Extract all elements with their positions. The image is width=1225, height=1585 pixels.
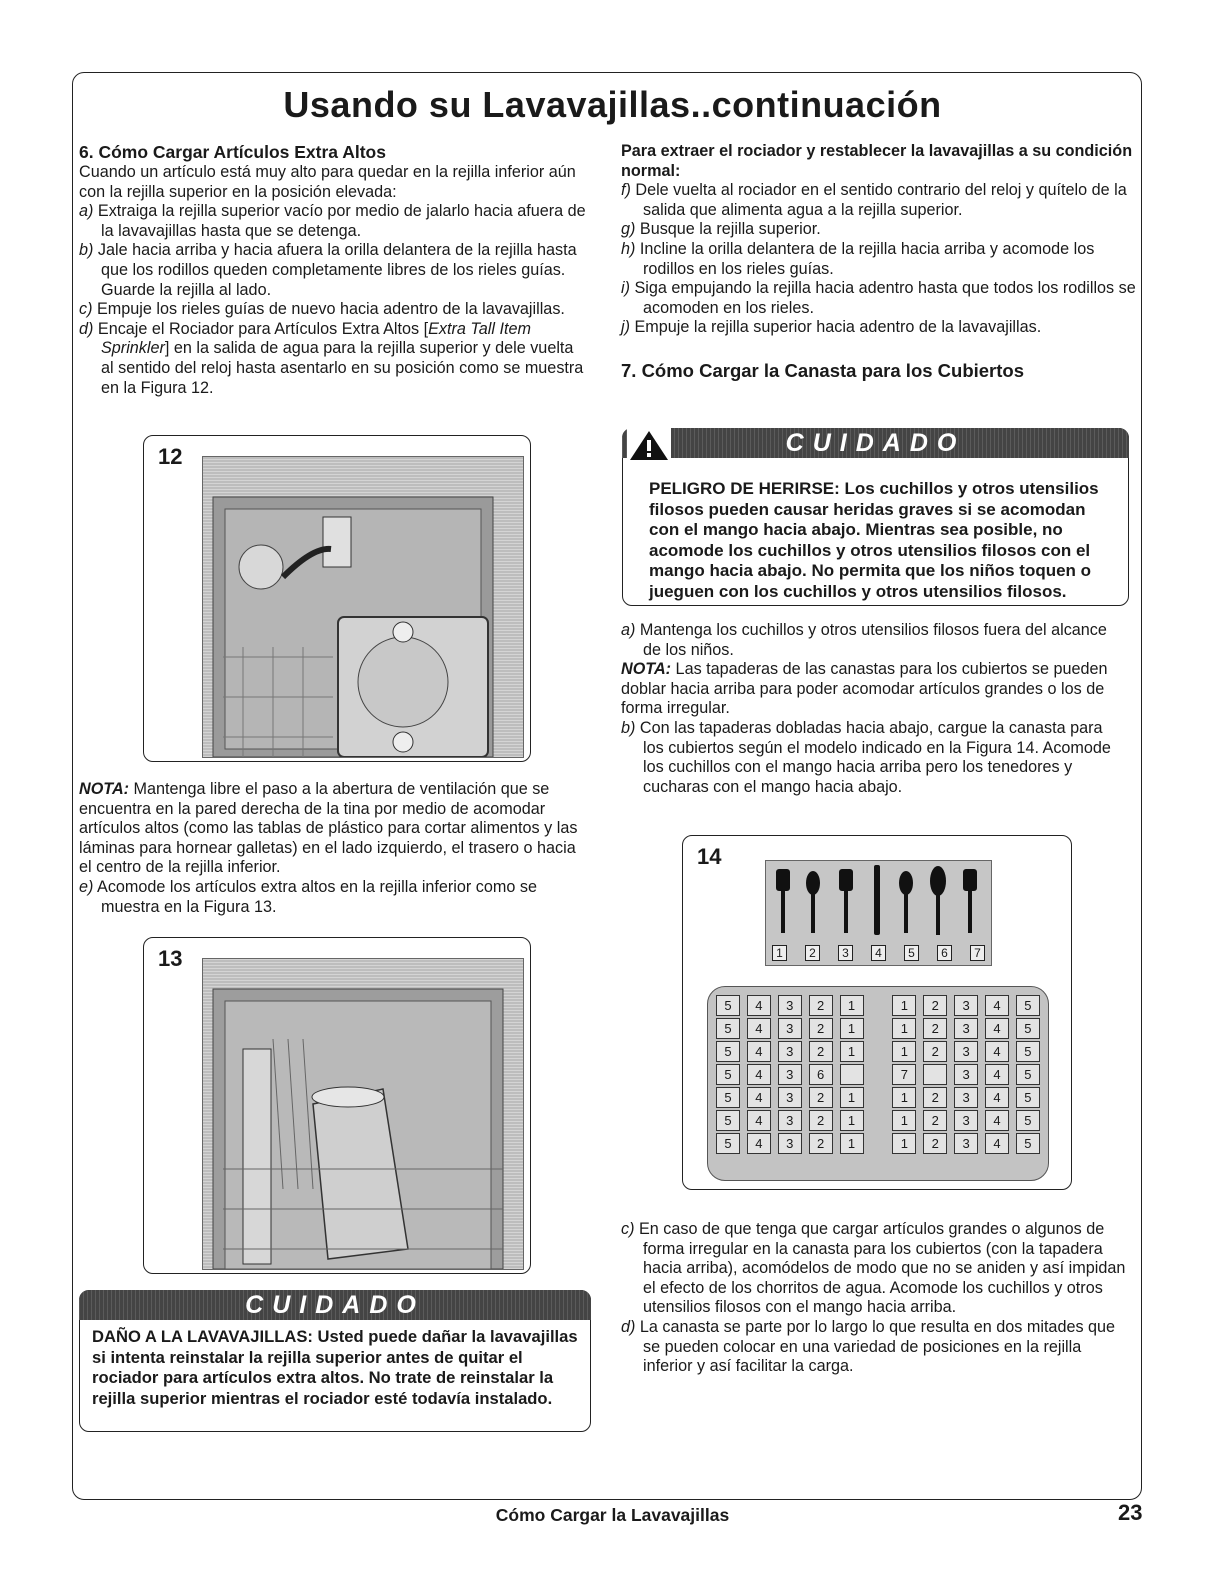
step-d-right: d) La canasta se parte por lo largo lo que resulta en dos mitades que se pueden colocar en una variedad de posiciones en la rejilla inferior y así facilitar la carga. bbox=[621, 1317, 1116, 1376]
basket-cell: 3 bbox=[954, 995, 978, 1016]
key-box: 6 bbox=[937, 945, 952, 961]
basket-cell: 2 bbox=[923, 1133, 947, 1154]
right-column bbox=[621, 142, 1136, 381]
step-h: h) Incline la orilla delantera de la rejilla hacia arriba y acomode los rodillos en los rieles guías. bbox=[621, 239, 1095, 278]
section-7-heading: 7. Cómo Cargar la Canasta para los Cubiertos bbox=[621, 359, 1025, 381]
basket-cell: 3 bbox=[954, 1018, 978, 1039]
basket-cell: 3 bbox=[954, 1041, 978, 1062]
basket-cell: 4 bbox=[985, 995, 1009, 1016]
utensil-silhouettes bbox=[766, 861, 991, 941]
basket-cell: 2 bbox=[923, 1110, 947, 1131]
basket-cell: 1 bbox=[892, 1110, 916, 1131]
key-box: 1 bbox=[772, 945, 787, 961]
basket-cell: 1 bbox=[840, 1087, 864, 1108]
basket-cell: 5 bbox=[1016, 1041, 1040, 1062]
figure-12-image bbox=[202, 456, 524, 758]
figure-13-number: 13 bbox=[158, 946, 183, 971]
caution-text: DAÑO A LA LAVAVAJILLAS: Usted puede dañar la lavavajillas si intenta reinstalar la rejilla superior antes de quitar el rociador para artículos extra altos. No trate de reinstalar la rejilla superior mientras el rociador esté todavía instalado. bbox=[92, 1327, 578, 1408]
step-a-right: a) Mantenga los cuchillos y otros utensilios filosos fuera del alcance de los niños. bbox=[621, 621, 1107, 659]
basket-row bbox=[716, 1064, 1040, 1085]
footer-label: Cómo Cargar la Lavavajillas bbox=[495, 1505, 730, 1525]
basket-cell: 5 bbox=[1016, 1110, 1040, 1131]
basket-cell: 4 bbox=[985, 1018, 1009, 1039]
step-b-right: b) Con las tapaderas dobladas hacia abajo, cargue la canasta para los cubiertos según el modelo indicado en la Figura 14. Acomode los cuchillos con el mango hacia arriba pero los tenedores y cucharas con el mango hacia abajo. bbox=[621, 718, 1111, 796]
basket-cell: 4 bbox=[985, 1133, 1009, 1154]
basket-cell: 3 bbox=[954, 1133, 978, 1154]
step-b: b) Jale hacia arriba y hacia afuera la orilla delantera de la rejilla hasta que los rodillos queden completamente libres de los rieles guías. Guarde la rejilla al lado. bbox=[79, 241, 577, 299]
basket-cell: 3 bbox=[954, 1064, 978, 1085]
basket-cell: 5 bbox=[716, 1018, 740, 1039]
restore-heading: Para extraer el rociador y restablecer la lavavajillas a su condición normal: bbox=[621, 142, 1133, 180]
basket-cell: 4 bbox=[747, 995, 771, 1016]
basket-cell bbox=[840, 1064, 864, 1085]
basket-cell: 1 bbox=[892, 1087, 916, 1108]
figure-14-number: 14 bbox=[697, 844, 722, 869]
basket-cell: 5 bbox=[1016, 995, 1040, 1016]
basket-cell: 1 bbox=[892, 1018, 916, 1039]
figure-14 bbox=[682, 835, 1072, 1190]
basket-row bbox=[716, 1041, 1040, 1062]
key-box: 2 bbox=[805, 945, 820, 961]
basket-cell: 1 bbox=[840, 1018, 864, 1039]
basket-cell: 5 bbox=[1016, 1064, 1040, 1085]
basket-cell: 3 bbox=[778, 1018, 802, 1039]
warning-triangle-icon bbox=[627, 427, 671, 463]
basket-cell: 4 bbox=[747, 1041, 771, 1062]
caution-box-dishwasher-damage bbox=[79, 1290, 591, 1432]
right-column-middle bbox=[621, 621, 1126, 797]
basket-cell: 5 bbox=[716, 1087, 740, 1108]
basket-row bbox=[716, 1133, 1040, 1154]
basket-cell: 3 bbox=[778, 995, 802, 1016]
basket-cell: 4 bbox=[747, 1018, 771, 1039]
basket-cell: 5 bbox=[716, 1041, 740, 1062]
basket-cell: 4 bbox=[985, 1064, 1009, 1085]
basket-cell: 5 bbox=[716, 1110, 740, 1131]
spacer bbox=[621, 338, 1136, 360]
nota-left: NOTA: Mantenga libre el paso a la abertura de ventilación que se encuentra en la pared derecha de la tina por medio de acomodar artículos altos (como las tablas de plástico para cortar alimentos y las láminas para hornear galletas) en el lado izquierdo, el trasero o hacia el centro de la rejilla inferior. bbox=[79, 780, 578, 877]
step-g: g) Busque la rejilla superior. bbox=[621, 220, 821, 239]
key-box: 7 bbox=[970, 945, 985, 961]
basket-cell: 6 bbox=[809, 1064, 833, 1085]
basket-cell: 2 bbox=[923, 995, 947, 1016]
basket-cell: 7 bbox=[892, 1064, 916, 1085]
basket-row bbox=[716, 995, 1040, 1016]
basket-cell: 1 bbox=[892, 1041, 916, 1062]
basket-cell: 5 bbox=[716, 1064, 740, 1085]
basket-cell: 5 bbox=[1016, 1018, 1040, 1039]
left-column-lower bbox=[79, 780, 587, 917]
basket-cell: 2 bbox=[809, 995, 833, 1016]
key-box: 5 bbox=[904, 945, 919, 961]
basket-cell: 2 bbox=[923, 1018, 947, 1039]
step-c: c) Empuje los rieles guías de nuevo hacia adentro de la lavavajillas. bbox=[79, 300, 565, 319]
step-e: e) Acomode los artículos extra altos en la rejilla inferior como se muestra en la Figura 13. bbox=[79, 877, 537, 916]
basket-row bbox=[716, 1087, 1040, 1108]
basket-cell: 2 bbox=[809, 1110, 833, 1131]
basket-cell: 3 bbox=[778, 1041, 802, 1062]
figure-13-image bbox=[202, 958, 524, 1270]
basket-cell: 5 bbox=[716, 995, 740, 1016]
basket-cell: 1 bbox=[892, 995, 916, 1016]
section-6-heading: 6. Cómo Cargar Artículos Extra Altos bbox=[79, 142, 386, 162]
basket-cell: 2 bbox=[809, 1133, 833, 1154]
nota-right: NOTA: Las tapaderas de las canastas para los cubiertos se pueden doblar hacia arriba para poder acomodar artículos grandes o los de forma irregular. bbox=[621, 660, 1108, 718]
basket-cell bbox=[923, 1064, 947, 1085]
basket-cell: 2 bbox=[809, 1041, 833, 1062]
basket-row bbox=[716, 1018, 1040, 1039]
key-box: 3 bbox=[838, 945, 853, 961]
basket-cell: 1 bbox=[840, 1110, 864, 1131]
basket-cell: 4 bbox=[985, 1041, 1009, 1062]
basket-cell: 2 bbox=[923, 1087, 947, 1108]
right-column-lower bbox=[621, 1220, 1131, 1377]
basket-row bbox=[716, 1110, 1040, 1131]
step-j: j) Empuje la rejilla superior hacia adentro de la lavavajillas. bbox=[621, 318, 1042, 337]
tall-items-illustration bbox=[203, 959, 523, 1269]
basket-cell: 3 bbox=[954, 1087, 978, 1108]
basket-cell: 4 bbox=[747, 1133, 771, 1154]
basket-cell: 3 bbox=[778, 1087, 802, 1108]
basket-cell: 1 bbox=[840, 995, 864, 1016]
step-f: f) Dele vuelta al rociador en el sentido contrario del reloj y quítelo de la salida que alimenta agua a la rejilla superior. bbox=[621, 181, 1127, 219]
step-c-right: c) En caso de que tenga que cargar artículos grandes o algunos de forma irregular en la canasta para los cubiertos (con la tapadera hacia arriba), acomódelos de modo que no se aniden y así impidan el efecto de los chorritos de agua. Acomode los cuchillos y otros utensilios filosos con el mango hacia arriba. bbox=[621, 1220, 1126, 1317]
basket-cell: 4 bbox=[985, 1087, 1009, 1108]
section-6-intro: Cuando un artículo está muy alto para quedar en la rejilla inferior aún con la rejilla superior en la posición elevada: bbox=[79, 163, 576, 201]
dishwasher-sprinkler-illustration bbox=[203, 457, 523, 757]
step-d: d) Encaje el Rociador para Artículos Extra Altos [Extra Tall Item Sprinkler] en la salida de agua para la rejilla superior y dele vuelta al sentido del reloj hasta asentarlo en su posición como se muestra en la Figura 12. bbox=[79, 319, 584, 397]
basket-cell: 2 bbox=[809, 1087, 833, 1108]
basket-cell: 1 bbox=[840, 1041, 864, 1062]
basket-cell: 1 bbox=[840, 1133, 864, 1154]
left-column bbox=[79, 142, 587, 398]
step-a: a) Extraiga la rejilla superior vacío por medio de jalarlo hacia afuera de la lavavajillas hasta que se detenga. bbox=[79, 202, 586, 240]
basket-cell: 2 bbox=[809, 1018, 833, 1039]
page-title: Usando su Lavavajillas..continuación bbox=[283, 84, 942, 125]
caution-banner: CUIDADO bbox=[79, 1290, 591, 1320]
basket-cell: 4 bbox=[747, 1087, 771, 1108]
silverware-basket-diagram bbox=[707, 986, 1049, 1181]
basket-cell: 3 bbox=[778, 1110, 802, 1131]
utensil-key-numbers bbox=[772, 945, 985, 961]
basket-cell: 4 bbox=[747, 1110, 771, 1131]
basket-cell: 5 bbox=[1016, 1087, 1040, 1108]
figure-12-number: 12 bbox=[158, 444, 183, 469]
basket-cell: 3 bbox=[954, 1110, 978, 1131]
caution-text: PELIGRO DE HERIRSE: Los cuchillos y otros utensilios filosos pueden causar heridas graves si se acomodan con el mango hacia abajo. Mientras sea posible, no acomode los cuchillos y otros utensilios filosos con el mango hacia abajo. No permita que los niños toquen o jueguen con los cuchillos y otros utensilios filosos. bbox=[649, 479, 1099, 601]
utensil-key bbox=[765, 860, 992, 966]
basket-cell: 1 bbox=[892, 1133, 916, 1154]
figure-13 bbox=[143, 937, 531, 1274]
page-number: 23 bbox=[1118, 1500, 1143, 1525]
basket-cell: 3 bbox=[778, 1133, 802, 1154]
caution-box-injury bbox=[622, 428, 1129, 606]
basket-cell: 5 bbox=[1016, 1133, 1040, 1154]
figure-12 bbox=[143, 435, 531, 762]
basket-cell: 4 bbox=[747, 1064, 771, 1085]
basket-cell: 5 bbox=[716, 1133, 740, 1154]
basket-cell: 3 bbox=[778, 1064, 802, 1085]
caution-banner: CUIDADO bbox=[622, 428, 1129, 458]
key-box: 4 bbox=[871, 945, 886, 961]
basket-cell: 2 bbox=[923, 1041, 947, 1062]
basket-cell: 4 bbox=[985, 1110, 1009, 1131]
step-i: i) Siga empujando la rejilla hacia adentro hasta que todos los rodillos se acomoden en los rieles. bbox=[621, 279, 1136, 317]
